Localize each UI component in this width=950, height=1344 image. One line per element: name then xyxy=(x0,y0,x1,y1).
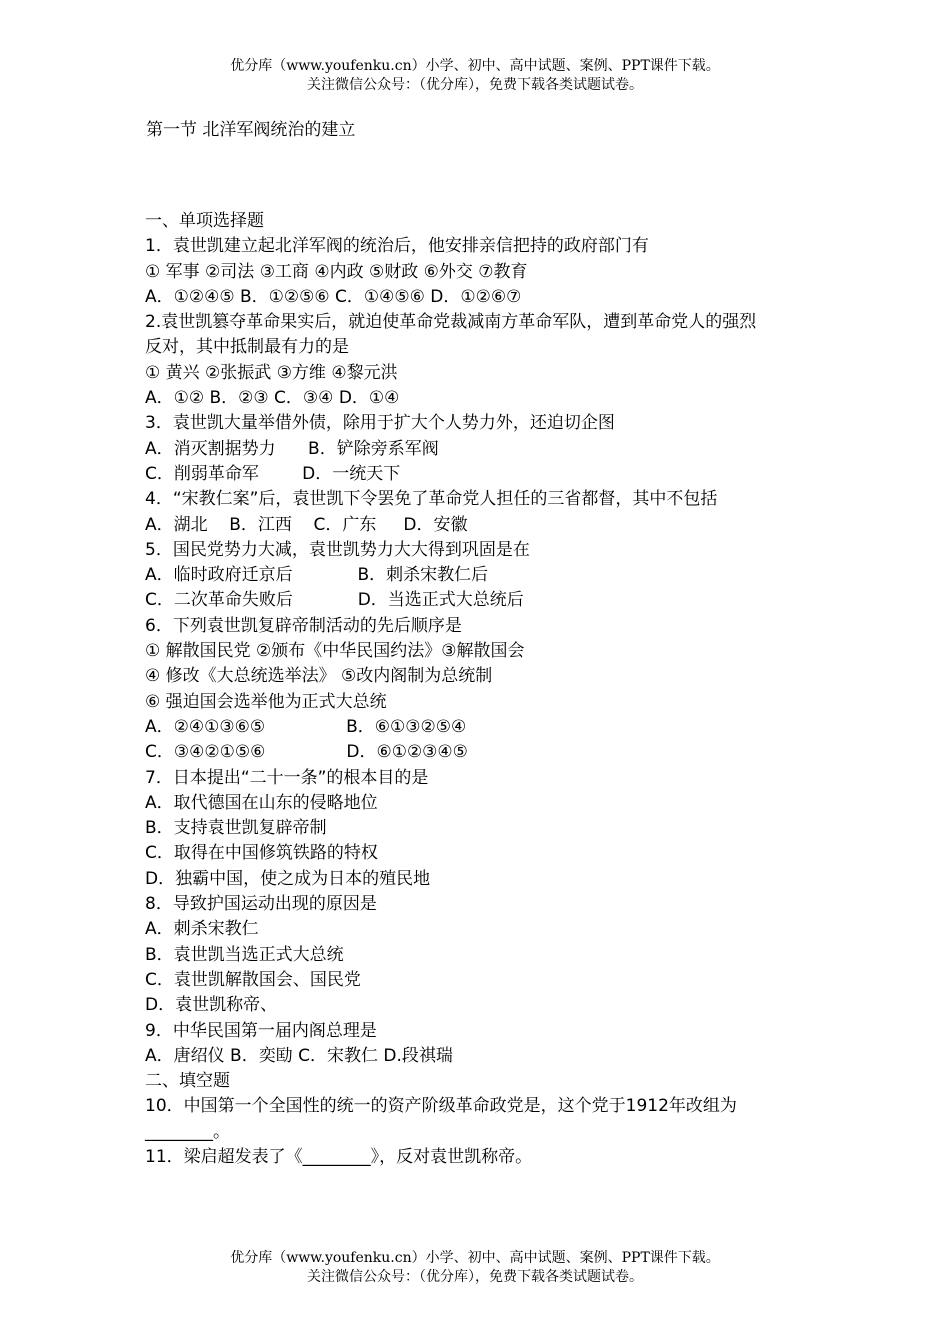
section-title: 第一节 北洋军阀统治的建立 xyxy=(146,120,356,140)
question-2-options: A．①② B．②③ C．③④ D．①④ xyxy=(145,388,400,409)
question-6-options-cd: C．③④②①⑤⑥ D．⑥①②③④⑤ xyxy=(145,742,468,763)
header-line-1: 优分库（www.youfenku.cn）小学、初中、高中试题、案例、PPT课件下载。 xyxy=(230,58,720,74)
question-2-stem-cont: 反对，其中抵制最有力的是 xyxy=(145,337,349,358)
question-3-stem: 3．袁世凯大量举借外债，除用于扩大个人势力外，还迫切企图 xyxy=(145,413,615,434)
question-6-items-3: ⑥ 强迫国会选举他为正式大总统 xyxy=(145,691,387,712)
question-8-stem: 8．导致护国运动出现的原因是 xyxy=(145,894,377,915)
question-11: 11．梁启超发表了《________》，反对袁世凯称帝。 xyxy=(145,1146,533,1167)
question-1-items: ① 军事 ②司法 ③工商 ④内政 ⑤财政 ⑥外交 ⑦教育 xyxy=(145,261,528,282)
question-8-option-d: D．袁世凯称帝、 xyxy=(145,995,278,1016)
question-6-stem: 6．下列袁世凯复辟帝制活动的先后顺序是 xyxy=(145,615,462,636)
question-3-options-cd: C．削弱革命军 D．一统天下 xyxy=(145,463,401,484)
question-6-items-1: ① 解散国民党 ②颁布《中华民国约法》③解散国会 xyxy=(145,641,525,662)
question-7-stem: 7．日本提出“二十一条”的根本目的是 xyxy=(145,767,429,788)
section-heading-choice: 一、单项选择题 xyxy=(145,211,264,231)
question-5-stem: 5．国民党势力大减，袁世凯势力大大得到巩固是在 xyxy=(145,539,530,560)
question-7-option-a: A．取代德国在山东的侵略地位 xyxy=(145,792,378,813)
question-5-options-ab: A．临时政府迁京后 B．刺杀宋教仁后 xyxy=(145,565,489,586)
question-9-stem: 9．中华民国第一届内阁总理是 xyxy=(145,1020,377,1041)
page-footer xyxy=(0,1249,950,1287)
question-8-option-a: A．刺杀宋教仁 xyxy=(145,919,259,940)
question-10: 10．中国第一个全国性的统一的资产阶级革命政党是，这个党于1912年改组为________。 xyxy=(145,1096,737,1142)
question-5-options-cd: C．二次革命失败后 D．当选正式大总统后 xyxy=(145,590,524,611)
question-1-stem: 1．袁世凯建立起北洋军阀的统治后，他安排亲信把持的政府部门有 xyxy=(145,236,649,257)
footer-line-1: 优分库（www.youfenku.cn）小学、初中、高中试题、案例、PPT课件下载。 xyxy=(230,1250,720,1266)
question-1-options: A．①②④⑤ B．①②⑤⑥ C．①④⑤⑥ D．①②⑥⑦ xyxy=(145,286,522,307)
question-3-options-ab: A．消灭割据势力 B．铲除旁系军阀 xyxy=(145,438,439,459)
question-6-options-ab: A．②④①③⑥⑤ B．⑥①③②⑤④ xyxy=(145,716,467,737)
question-4-options: A．湖北 B．江西 C．广东 D．安徽 xyxy=(145,514,468,535)
section-heading-fill: 二、填空题 xyxy=(145,1071,230,1092)
header-line-2: 关注微信公众号：（优分库），免费下载各类试题试卷。 xyxy=(307,77,643,93)
question-8-option-c: C．袁世凯解散国会、国民党 xyxy=(145,969,361,990)
question-6-items-2: ④ 修改《大总统选举法》 ⑤改内阁制为总统制 xyxy=(145,666,493,687)
question-body xyxy=(145,209,813,1170)
question-9-options: A．唐绍仪 B．奕劻 C．宋教仁 D.段祺瑞 xyxy=(145,1045,453,1066)
question-7-option-c: C．取得在中国修筑铁路的特权 xyxy=(145,843,378,864)
question-8-option-b: B．袁世凯当选正式大总统 xyxy=(145,944,344,965)
question-2-items: ① 黄兴 ②张振武 ③方维 ④黎元洪 xyxy=(145,362,398,383)
page-header xyxy=(0,57,950,95)
footer-line-2: 关注微信公众号：（优分库），免费下载各类试题试卷。 xyxy=(307,1269,643,1285)
question-2-stem: 2.袁世凯篡夺革命果实后，就迫使革命党裁减南方革命军队，遭到革命党人的强烈 xyxy=(145,312,757,333)
question-7-option-b: B．支持袁世凯复辟帝制 xyxy=(145,818,327,839)
question-4-stem: 4．“宋教仁案”后，袁世凯下令罢免了革命党人担任的三省都督，其中不包括 xyxy=(145,489,718,510)
question-7-option-d: D．独霸中国，使之成为日本的殖民地 xyxy=(145,868,431,889)
